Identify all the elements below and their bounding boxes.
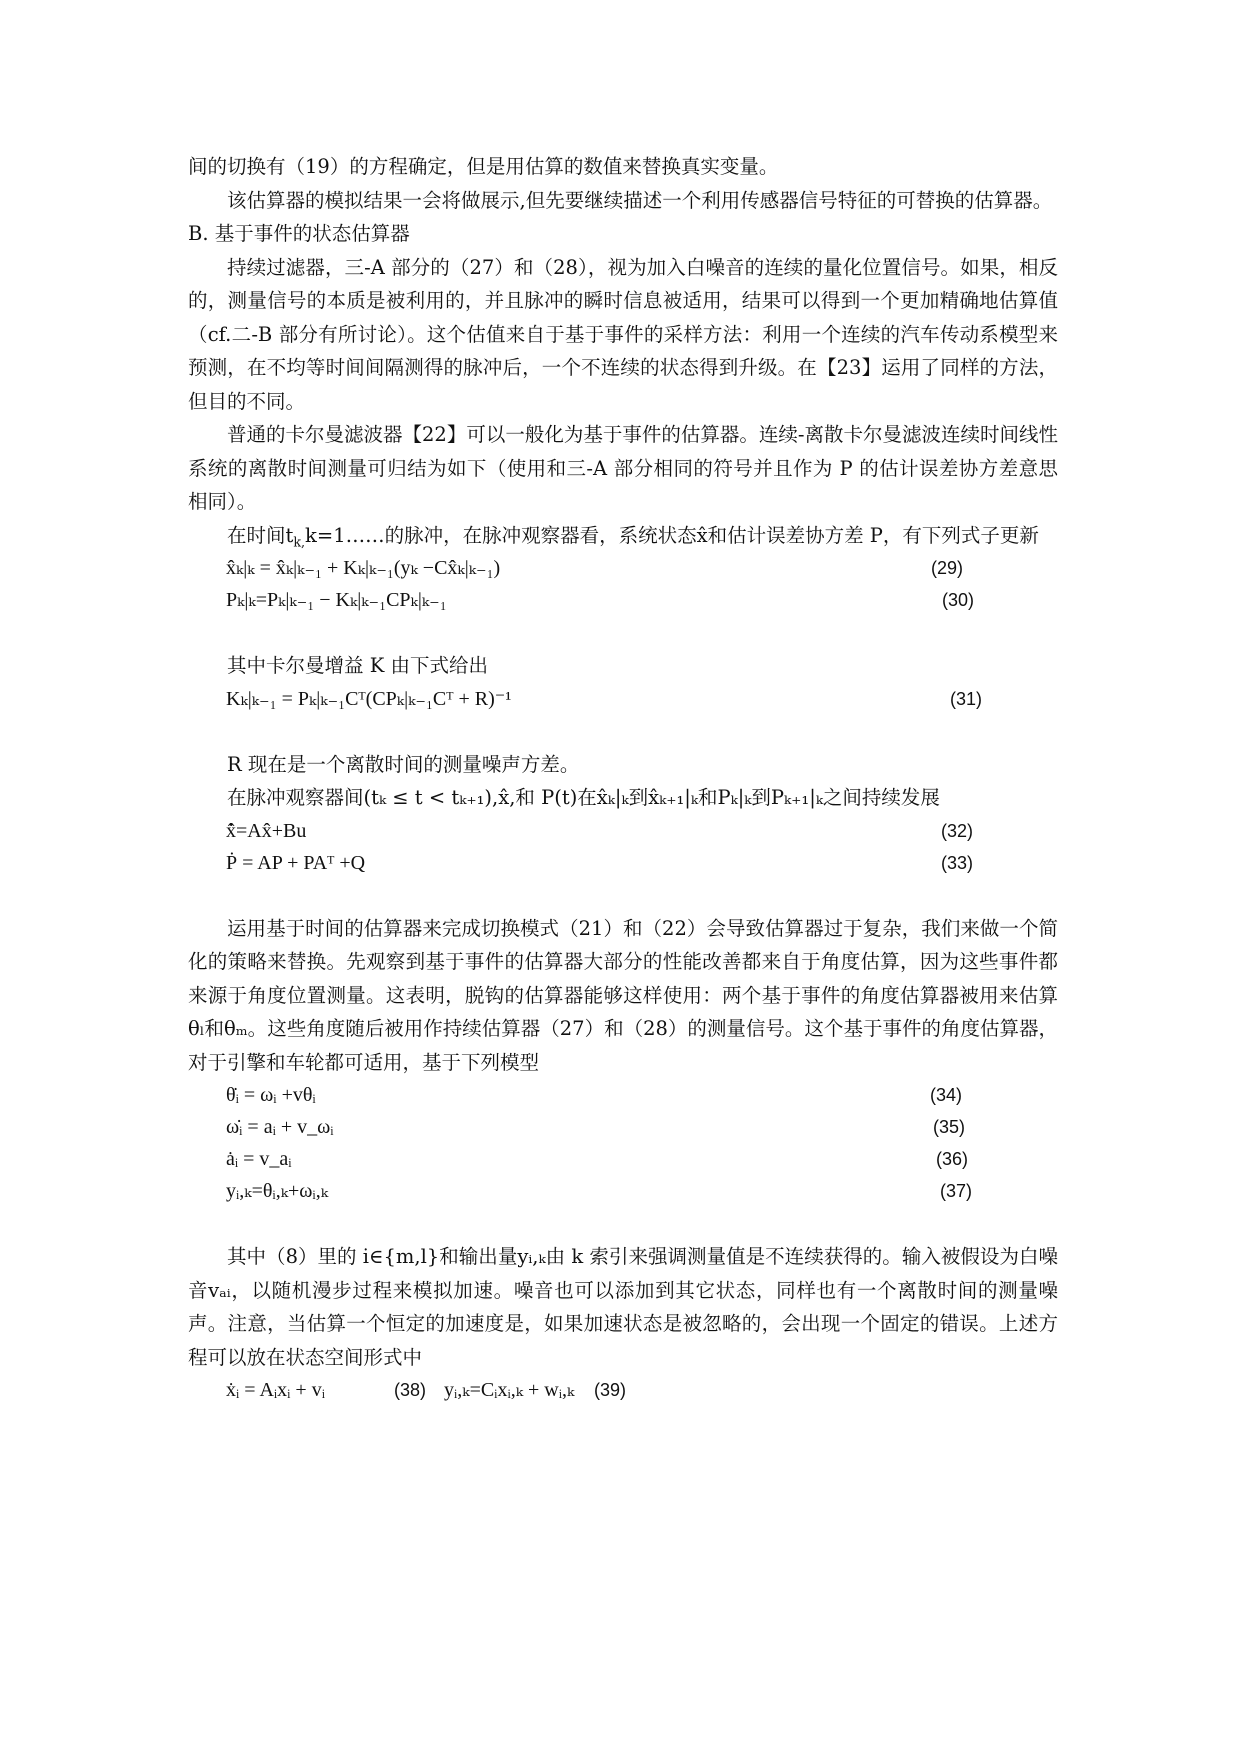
paragraph-1: 间的切换有（19）的方程确定，但是用估算的数值来替换真实变量。 <box>188 155 779 178</box>
paragraph-3: 持续过滤器，三-A 部分的（27）和（28），视为加入白噪音的连续的量化位置信号。如果，相反的，测量信号的本质是被利用的，并且脉冲的瞬时信息被适用，结果可以得到一个更加精确地估算值（cf.二-B 部分有所讨论）。这个估值来自于基于事件的采样方法：利用一个连续的汽车传动系模型来预测，在不均等时间间隔测得的脉冲后，一个不连续的状态得到升级。在【23】运用了同样的方法，但目的不同。 <box>188 255 1058 413</box>
equation-39-number: (39) <box>594 1380 627 1400</box>
equation-38-body: ẋᵢ = Aᵢxᵢ + vᵢ <box>226 1379 325 1401</box>
equation-36-body: ȧᵢ = v_aᵢ <box>226 1148 292 1170</box>
equation-37-body: yᵢ,ₖ=θᵢ,ₖ+ωᵢ,ₖ <box>226 1180 329 1202</box>
equation-33-number: (33) <box>941 852 974 873</box>
paragraph-5-part-a: 在时间t <box>227 523 294 547</box>
equation-29-body: x̂ₖ|ₖ = x̂ₖ|ₖ₋₁ + Kₖ|ₖ₋₁(yₖ −Cx̂ₖ|ₖ₋₁) <box>226 557 501 579</box>
equation-37 <box>226 1175 1058 1207</box>
equation-30-body: Pₖ|ₖ=Pₖ|ₖ₋₁ − Kₖ|ₖ₋₁CPₖ|ₖ₋₁ <box>226 589 447 611</box>
paragraph-4: 普通的卡尔曼滤波器【22】可以一般化为基于事件的估算器。连续-离散卡尔曼滤波连续时间线性系统的离散时间测量可归结为如下（使用和三-A 部分相同的符号并且作为 P 的估计误差协方差意思相同）。 <box>188 423 1058 513</box>
equation-36 <box>226 1143 1058 1175</box>
paragraph-5-part-b: k=1……的脉冲，在脉冲观察器看，系统状态x̂和估计误差协方差 P，有下列式子更新 <box>305 523 1039 547</box>
equation-37-number: (37) <box>940 1181 973 1201</box>
equation-32-body: x̂̇=Ax̂+Bu <box>226 819 307 842</box>
paragraph-6: 其中卡尔曼增益 K 由下式给出 <box>227 654 488 677</box>
equation-34-number: (34) <box>930 1085 963 1105</box>
equation-35-body: ω̇ᵢ = aᵢ + v_ωᵢ <box>226 1116 334 1138</box>
document-page <box>188 150 1058 1406</box>
equation-29-number: (29) <box>931 558 964 578</box>
equation-31 <box>226 683 1058 715</box>
equation-29 <box>226 552 1058 584</box>
paragraph-5-subscript: k, <box>293 533 306 549</box>
paragraph-2: 该估算器的模拟结果一会将做展示,但先要继续描述一个利用传感器信号特征的可替换的估算器。 <box>227 188 1053 212</box>
paragraph-9: 运用基于时间的估算器来完成切换模式（21）和（22）会导致估算器过于复杂，我们来做一个简化的策略来替换。先观察到基于事件的估算器大部分的性能改善都来自于角度估算，因为这些事件都来源于角度位置测量。这表明，脱钩的估算器能够这样使用：两个基于事件的角度估算器被用来估算θₗ和θₘ。这些角度随后被用作持续估算器（27）和（28）的测量信号。这个基于事件的角度估算器，对于引擎和车轮都可适用，基于下列模型 <box>188 916 1058 1074</box>
section-heading: B. 基于事件的状态估算器 <box>188 222 410 245</box>
equation-34 <box>226 1079 1058 1111</box>
equation-38-number: (38) <box>394 1380 427 1400</box>
equation-38-39-row <box>226 1374 1058 1406</box>
paragraph-8: 在脉冲观察器间(tₖ ≤ t < tₖ₊₁),x̂,和 P(t)在x̂ₖ|ₖ到x̂ₖ₊₁|ₖ和Pₖ|ₖ到Pₖ₊₁|ₖ之间持续发展 <box>227 786 940 809</box>
equation-31-number: (31) <box>950 688 983 709</box>
equation-39-body: yᵢ,ₖ=Cᵢxᵢ,ₖ + wᵢ,ₖ <box>444 1379 575 1401</box>
paragraph-10: 其中（8）里的 i∈{m,l}和输出量yᵢ,ₖ由 k 索引来强调测量值是不连续获得的。输入被假设为白噪音vₐᵢ，以随机漫步过程来模拟加速。噪音也可以添加到其它状态，同样也有一个离散时间的测量噪声。注意，当估算一个恒定的加速度是，如果加速状态是被忽略的，会出现一个固定的错误。上述方程可以放在状态空间形式中 <box>188 1245 1058 1369</box>
equation-33-body: Ṗ = AP + PAᵀ +Q <box>226 851 366 874</box>
equation-35-number: (35) <box>933 1117 966 1137</box>
paragraph-5 <box>188 519 1058 553</box>
equation-30-number: (30) <box>942 590 975 610</box>
equation-36-number: (36) <box>936 1149 969 1169</box>
equation-31-body: Kₖ|ₖ₋₁ = Pₖ|ₖ₋₁Cᵀ(CPₖ|ₖ₋₁Cᵀ + R)⁻¹ <box>226 687 512 710</box>
equation-34-body: θ̇ᵢ = ωᵢ +vθᵢ <box>226 1084 316 1106</box>
equation-35 <box>226 1111 1058 1143</box>
equation-30 <box>226 584 1058 616</box>
paragraph-7: R 现在是一个离散时间的测量噪声方差。 <box>227 752 580 776</box>
equation-32-number: (32) <box>941 820 974 841</box>
equation-33 <box>226 847 1058 879</box>
equation-32 <box>226 815 1058 847</box>
